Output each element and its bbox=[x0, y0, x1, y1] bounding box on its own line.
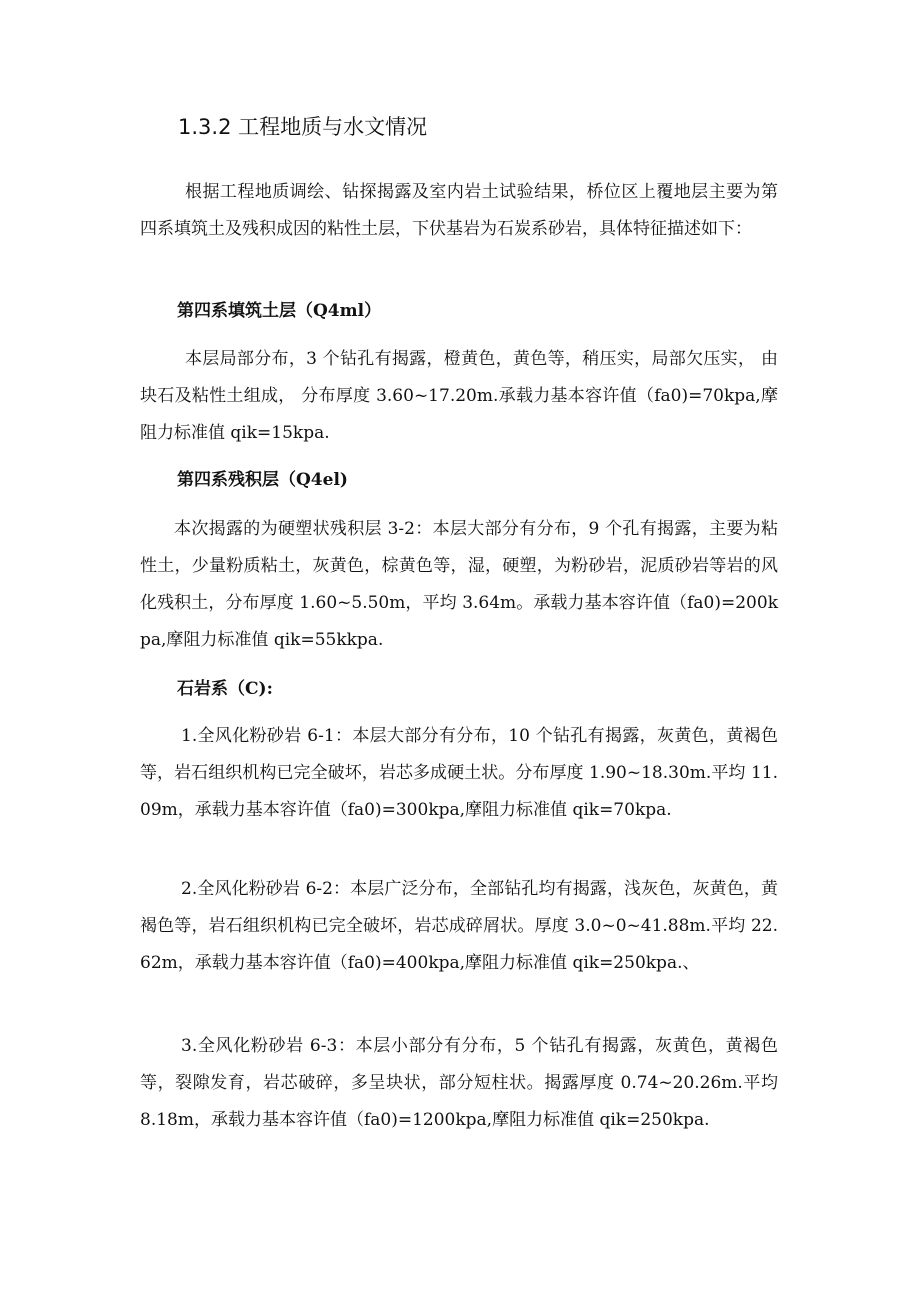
section-title: 1.3.2 工程地质与水文情况 bbox=[178, 115, 428, 139]
paragraph-sandstone-6-3: 3.全风化粉砂岩 6-3：本层小部分有分布，5 个钻孔有揭露，灰黄色，黄褐色等，裂隙发育，岩芯破碎，多呈块状，部分短柱状。揭露厚度 0.74~20.26m.平均 8.18m，承载力基本容许值（fa0)=1200kpa,摩阻力标准值 qik=250kpa. bbox=[140, 1036, 778, 1130]
heading-residual-layer: 第四系残积层（Q4el) bbox=[177, 470, 348, 490]
paragraph-sandstone-6-1: 1.全风化粉砂岩 6-1：本层大部分有分布，10 个钻孔有揭露，灰黄色，黄褐色等，岩石组织机构已完全破坏，岩芯多成硬土状。分布厚度 1.90~18.30m.平均 11.09m，承载力基本容许值（fa0)=300kpa,摩阻力标准值 qik=70kpa. bbox=[140, 726, 778, 820]
heading-rock-series: 石岩系（C): bbox=[177, 679, 273, 699]
paragraph-residual-layer: 本次揭露的为硬塑状残积层 3-2：本层大部分有分布，9 个孔有揭露，主要为粘性土，少量粉质粘土，灰黄色，棕黄色等，湿，硬塑，为粉砂岩，泥质砂岩等岩的风化残积土，分布厚度 1.60~5.50m，平均 3.64m。承载力基本容许值（fa0)=200kpa,摩阻力标准值 qik=55kkpa. bbox=[140, 519, 778, 650]
paragraph-sandstone-6-2: 2.全风化粉砂岩 6-2：本层广泛分布，全部钻孔均有揭露，浅灰色，灰黄色，黄褐色等，岩石组织机构已完全破坏，岩芯成碎屑状。厚度 3.0~0~41.88m.平均 22.62m，承载力基本容许值（fa0)=400kpa,摩阻力标准值 qik=250kpa.、 bbox=[140, 879, 778, 973]
heading-fill-soil-layer: 第四系填筑土层（Q4ml） bbox=[177, 301, 382, 321]
intro-paragraph: 根据工程地质调绘、钻探揭露及室内岩土试验结果，桥位区上覆地层主要为第四系填筑土及残积成因的粘性土层，下伏基岩为石炭系砂岩，具体特征描述如下： bbox=[140, 182, 778, 239]
paragraph-fill-soil-layer: 本层局部分布，3 个钻孔有揭露，橙黄色，黄色等，稍压实，局部欠压实， 由块石及粘性土组成， 分布厚度 3.60~17.20m.承载力基本容许值（fa0)=70kpa,摩阻力标准值 qik=15kpa. bbox=[140, 349, 778, 443]
